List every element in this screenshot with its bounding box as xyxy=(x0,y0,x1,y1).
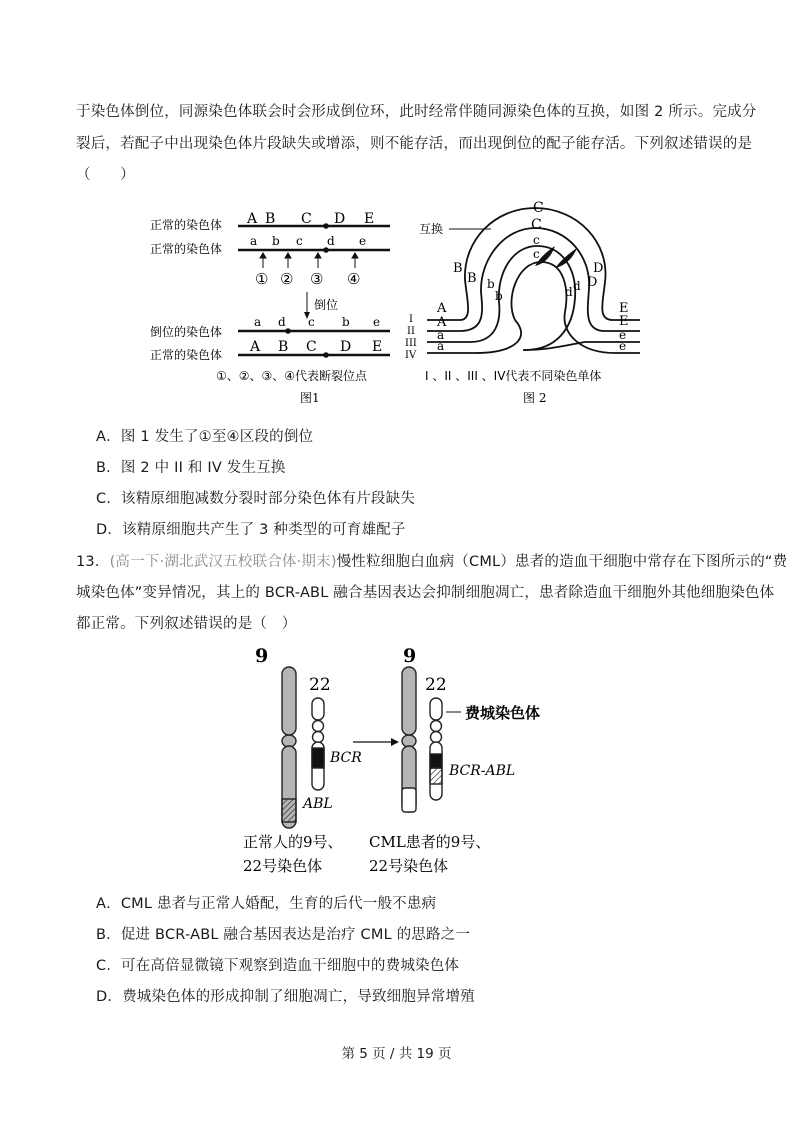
fig1-legend: ①、②、③、④代表断裂位点 xyxy=(216,369,368,383)
svg-text:c: c xyxy=(533,247,540,261)
abl-label: ABL xyxy=(303,796,333,812)
breakpoint-3: ③ xyxy=(310,270,324,288)
svg-text:D: D xyxy=(587,275,598,290)
fig1-gene: C xyxy=(301,211,312,227)
q13-option-d: D．费城染色体的形成抑制了细胞凋亡，导致细胞异常增殖 xyxy=(96,989,475,1005)
q13-stem-line-1 xyxy=(76,550,787,571)
fig1-gene: e xyxy=(373,315,381,329)
q13-stem-line-2: 城染色体”变异情况，其上的 BCR-ABL 融合基因表达会抑制细胞凋亡，患者除造血干细胞外其他细胞染色体 xyxy=(76,585,775,601)
svg-text:C: C xyxy=(533,200,544,216)
fig2-strand-1: I xyxy=(409,314,413,325)
bcr-abl-label: BCR-ABL xyxy=(449,763,516,779)
svg-text:A: A xyxy=(437,315,447,330)
fig1-gene: b xyxy=(342,315,350,329)
fig2-caption: 图 2 xyxy=(523,391,547,405)
fig2-strand-2: II xyxy=(407,326,415,337)
svg-text:E: E xyxy=(619,314,629,329)
svg-text:B: B xyxy=(467,271,477,286)
page-footer: 第 5 页 / 共 19 页 xyxy=(341,1046,452,1062)
fig1-gene: a xyxy=(250,234,258,248)
q13-number: 13． xyxy=(76,554,110,570)
svg-text:E: E xyxy=(619,301,629,316)
q12-option-c: C．该精原细胞减数分裂时部分染色体有片段缺失 xyxy=(96,491,416,507)
fig1-caption: 图1 xyxy=(300,391,320,404)
chr9-label-left: 9 xyxy=(255,645,269,667)
fig1-row1-label: 正常的染色体 xyxy=(150,218,223,232)
fig2-legend: I 、II 、III 、IV代表不同染色单体 xyxy=(425,369,602,383)
q13-stem-line-3: 都正常。下列叙述错误的是（ ） xyxy=(76,616,297,632)
svg-text:d: d xyxy=(565,285,573,299)
fig1-gene: b xyxy=(272,234,280,248)
figure-2-inversion-loop-diagram xyxy=(405,200,650,405)
q13-option-a: A．CML 患者与正常人婚配，生育的后代一般不患病 xyxy=(96,896,437,912)
fig1-gene: A xyxy=(250,339,261,355)
right-caption-line-1: CML患者的9号、 xyxy=(369,833,491,851)
breakpoint-4: ④ xyxy=(347,270,361,288)
fig1-row4-label: 正常的染色体 xyxy=(150,348,223,362)
fig1-gene: C xyxy=(306,339,317,355)
svg-text:c: c xyxy=(533,233,540,247)
fig1-gene: a xyxy=(254,315,262,329)
svg-text:D: D xyxy=(593,261,604,276)
fig1-gene: e xyxy=(359,234,367,248)
figure-1-inversion-diagram xyxy=(150,204,400,404)
fig1-row2-label: 正常的染色体 xyxy=(150,242,223,256)
svg-text:a: a xyxy=(437,339,445,353)
fig2-strand-3: III xyxy=(405,338,417,349)
q12-option-a: A．图 1 发生了①至④区段的倒位 xyxy=(96,429,314,445)
fig1-gene: A xyxy=(247,211,258,227)
fig1-arrow-label: 倒位 xyxy=(314,298,339,312)
fig1-gene: E xyxy=(372,339,383,355)
q12-stem-line-3: （ ） xyxy=(76,167,135,183)
q13-option-c: C．可在高倍显微镜下观察到造血干细胞中的费城染色体 xyxy=(96,958,460,974)
svg-text:e: e xyxy=(619,339,627,353)
left-caption-line-2: 22号染色体 xyxy=(243,857,323,875)
breakpoint-1: ① xyxy=(255,270,269,288)
fig1-gene: d xyxy=(278,315,286,329)
fig2-strand-4: IV xyxy=(405,350,417,361)
svg-text:A: A xyxy=(437,301,447,316)
philadelphia-label: 费城染色体 xyxy=(465,704,541,722)
svg-text:d: d xyxy=(573,279,581,293)
q12-stem-line-2: 裂后，若配子中出现染色体片段缺失或增添，则不能存活，而出现倒位的配子能存活。下列叙述错误的是 xyxy=(76,136,753,152)
fig1-gene: d xyxy=(327,234,335,248)
q12-stem-line-1: 于染色体倒位，同源染色体联会时会形成倒位环，此时经常伴随同源染色体的互换，如图 2 所示。完成分 xyxy=(76,104,757,120)
breakpoint-2: ② xyxy=(280,270,294,288)
q12-option-b: B．图 2 中 II 和 IV 发生互换 xyxy=(96,460,286,476)
q13-option-b: B．促进 BCR-ABL 融合基因表达是治疗 CML 的思路之一 xyxy=(96,927,471,943)
right-caption-line-2: 22号染色体 xyxy=(369,857,449,875)
svg-text:C: C xyxy=(531,217,542,233)
chr9-label-right: 9 xyxy=(403,645,417,667)
q13-stem-text: 慢性粒细胞白血病（CML）患者的造血干细胞中常存在下图所示的“费 xyxy=(336,554,788,570)
q13-source: (高一下·湖北武汉五校联合体·期末) xyxy=(109,554,337,570)
chr22-label-left: 22 xyxy=(309,675,331,695)
fig2-exchange-label: 互换 xyxy=(419,222,444,236)
fig1-gene: B xyxy=(265,211,276,227)
fig1-gene: c xyxy=(308,315,315,329)
svg-text:B: B xyxy=(453,261,463,276)
figure-philadelphia-chromosome xyxy=(235,642,575,882)
bcr-label: BCR xyxy=(330,750,362,766)
fig1-gene: c xyxy=(296,234,303,248)
fig1-gene: E xyxy=(364,211,375,227)
svg-text:b: b xyxy=(487,277,495,291)
svg-text:a: a xyxy=(437,328,445,342)
fig1-gene: D xyxy=(340,339,352,355)
q12-option-d: D．该精原细胞共产生了 3 种类型的可育雄配子 xyxy=(96,522,406,538)
fig1-gene: B xyxy=(278,339,289,355)
svg-text:e: e xyxy=(619,328,627,342)
fig1-row3-label: 倒位的染色体 xyxy=(150,325,223,339)
fig1-gene: D xyxy=(334,211,346,227)
svg-text:b: b xyxy=(495,289,503,303)
chr22-label-right: 22 xyxy=(425,675,447,695)
left-caption-line-1: 正常人的9号、 xyxy=(243,833,343,851)
